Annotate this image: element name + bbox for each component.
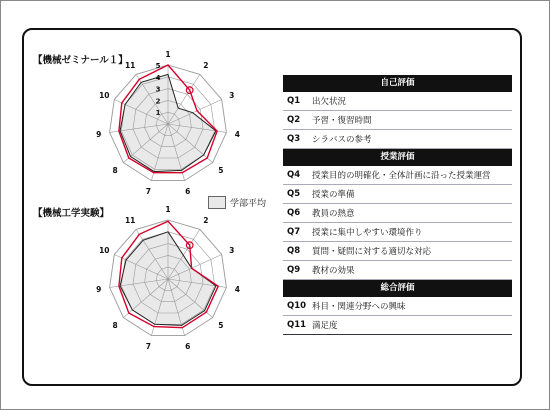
question-label: 授業に集中しやすい環境作り [312,228,423,238]
axis-label: 9 [96,130,102,139]
radar-chart-1 [88,44,248,204]
question-id: Q5 [287,189,301,199]
axis-label: 6 [185,342,191,352]
question-id: Q1 [287,96,301,106]
question-id: Q8 [287,246,301,256]
question-table [283,75,512,335]
question-id: Q4 [287,170,301,180]
axis-label: 7 [145,342,151,352]
question-label: 質問・疑問に対する適切な対応 [312,247,432,257]
question-id: Q10 [287,301,307,311]
scale-label: 3 [155,85,161,94]
question-row-q8 [283,242,512,261]
question-row-q2 [283,111,512,130]
question-label: 授業目的の明確化・全体計画に沿った授業運営 [312,171,491,181]
axis-label: 1 [165,50,171,59]
axis-label: 5 [218,165,224,175]
axis-label: 1 [165,205,171,214]
section-header-overall: 総合評価 [283,280,512,297]
question-row-q4 [283,166,512,185]
question-id: Q11 [287,320,307,330]
axis-label: 2 [203,216,209,226]
question-row-q3 [283,130,512,149]
question-label: 教材の効果 [312,266,355,276]
scale-label: 2 [155,97,161,106]
axis-label: 7 [145,187,151,197]
axis-label: 9 [96,285,102,294]
question-row-q11 [283,316,512,335]
question-id: Q9 [287,265,301,275]
axis-label: 8 [112,320,118,330]
axis-label: 10 [99,90,110,100]
axis-label: 3 [229,90,235,100]
question-id: Q7 [287,227,301,237]
question-label: 予習・復習時間 [312,116,372,126]
section-header-class: 授業評価 [283,149,512,166]
question-row-q9 [283,261,512,280]
chart-title-1: 【機械ゼミナール１】 [33,55,128,66]
question-row-q10 [283,297,512,316]
chart-title-2: 【機械工学実験】 [33,208,110,219]
scale-label: 4 [155,73,161,82]
axis-label: 6 [185,187,191,197]
question-row-q7 [283,223,512,242]
question-label: 科目・関連分野への興味 [312,302,406,312]
axis-label: 2 [203,61,209,71]
question-label: 教員の熱意 [312,209,355,219]
axis-label: 11 [124,61,136,71]
question-row-q6 [283,204,512,223]
question-label: 満足度 [312,321,338,331]
question-row-q1 [283,92,512,111]
axis-label: 10 [99,245,110,255]
axis-label: 8 [112,165,118,175]
axis-label: 11 [124,216,136,226]
question-label: シラバスの参考 [312,135,372,145]
scale-label: 1 [155,109,161,118]
radar-chart-2 [88,199,248,359]
legend-label: 学部平均 [230,199,267,209]
legend [208,196,266,209]
axis-label: 4 [234,285,240,294]
axis-label: 5 [218,320,224,330]
legend-swatch [208,196,226,209]
question-id: Q2 [287,115,301,125]
question-label: 出欠状況 [312,97,347,107]
question-id: Q3 [287,134,301,144]
axis-label: 4 [234,130,240,139]
question-label: 授業の準備 [312,190,355,200]
axis-label: 3 [229,245,235,255]
scale-label: 5 [155,62,161,70]
question-id: Q6 [287,208,301,218]
question-row-q5 [283,185,512,204]
section-header-self: 自己評価 [283,75,512,92]
